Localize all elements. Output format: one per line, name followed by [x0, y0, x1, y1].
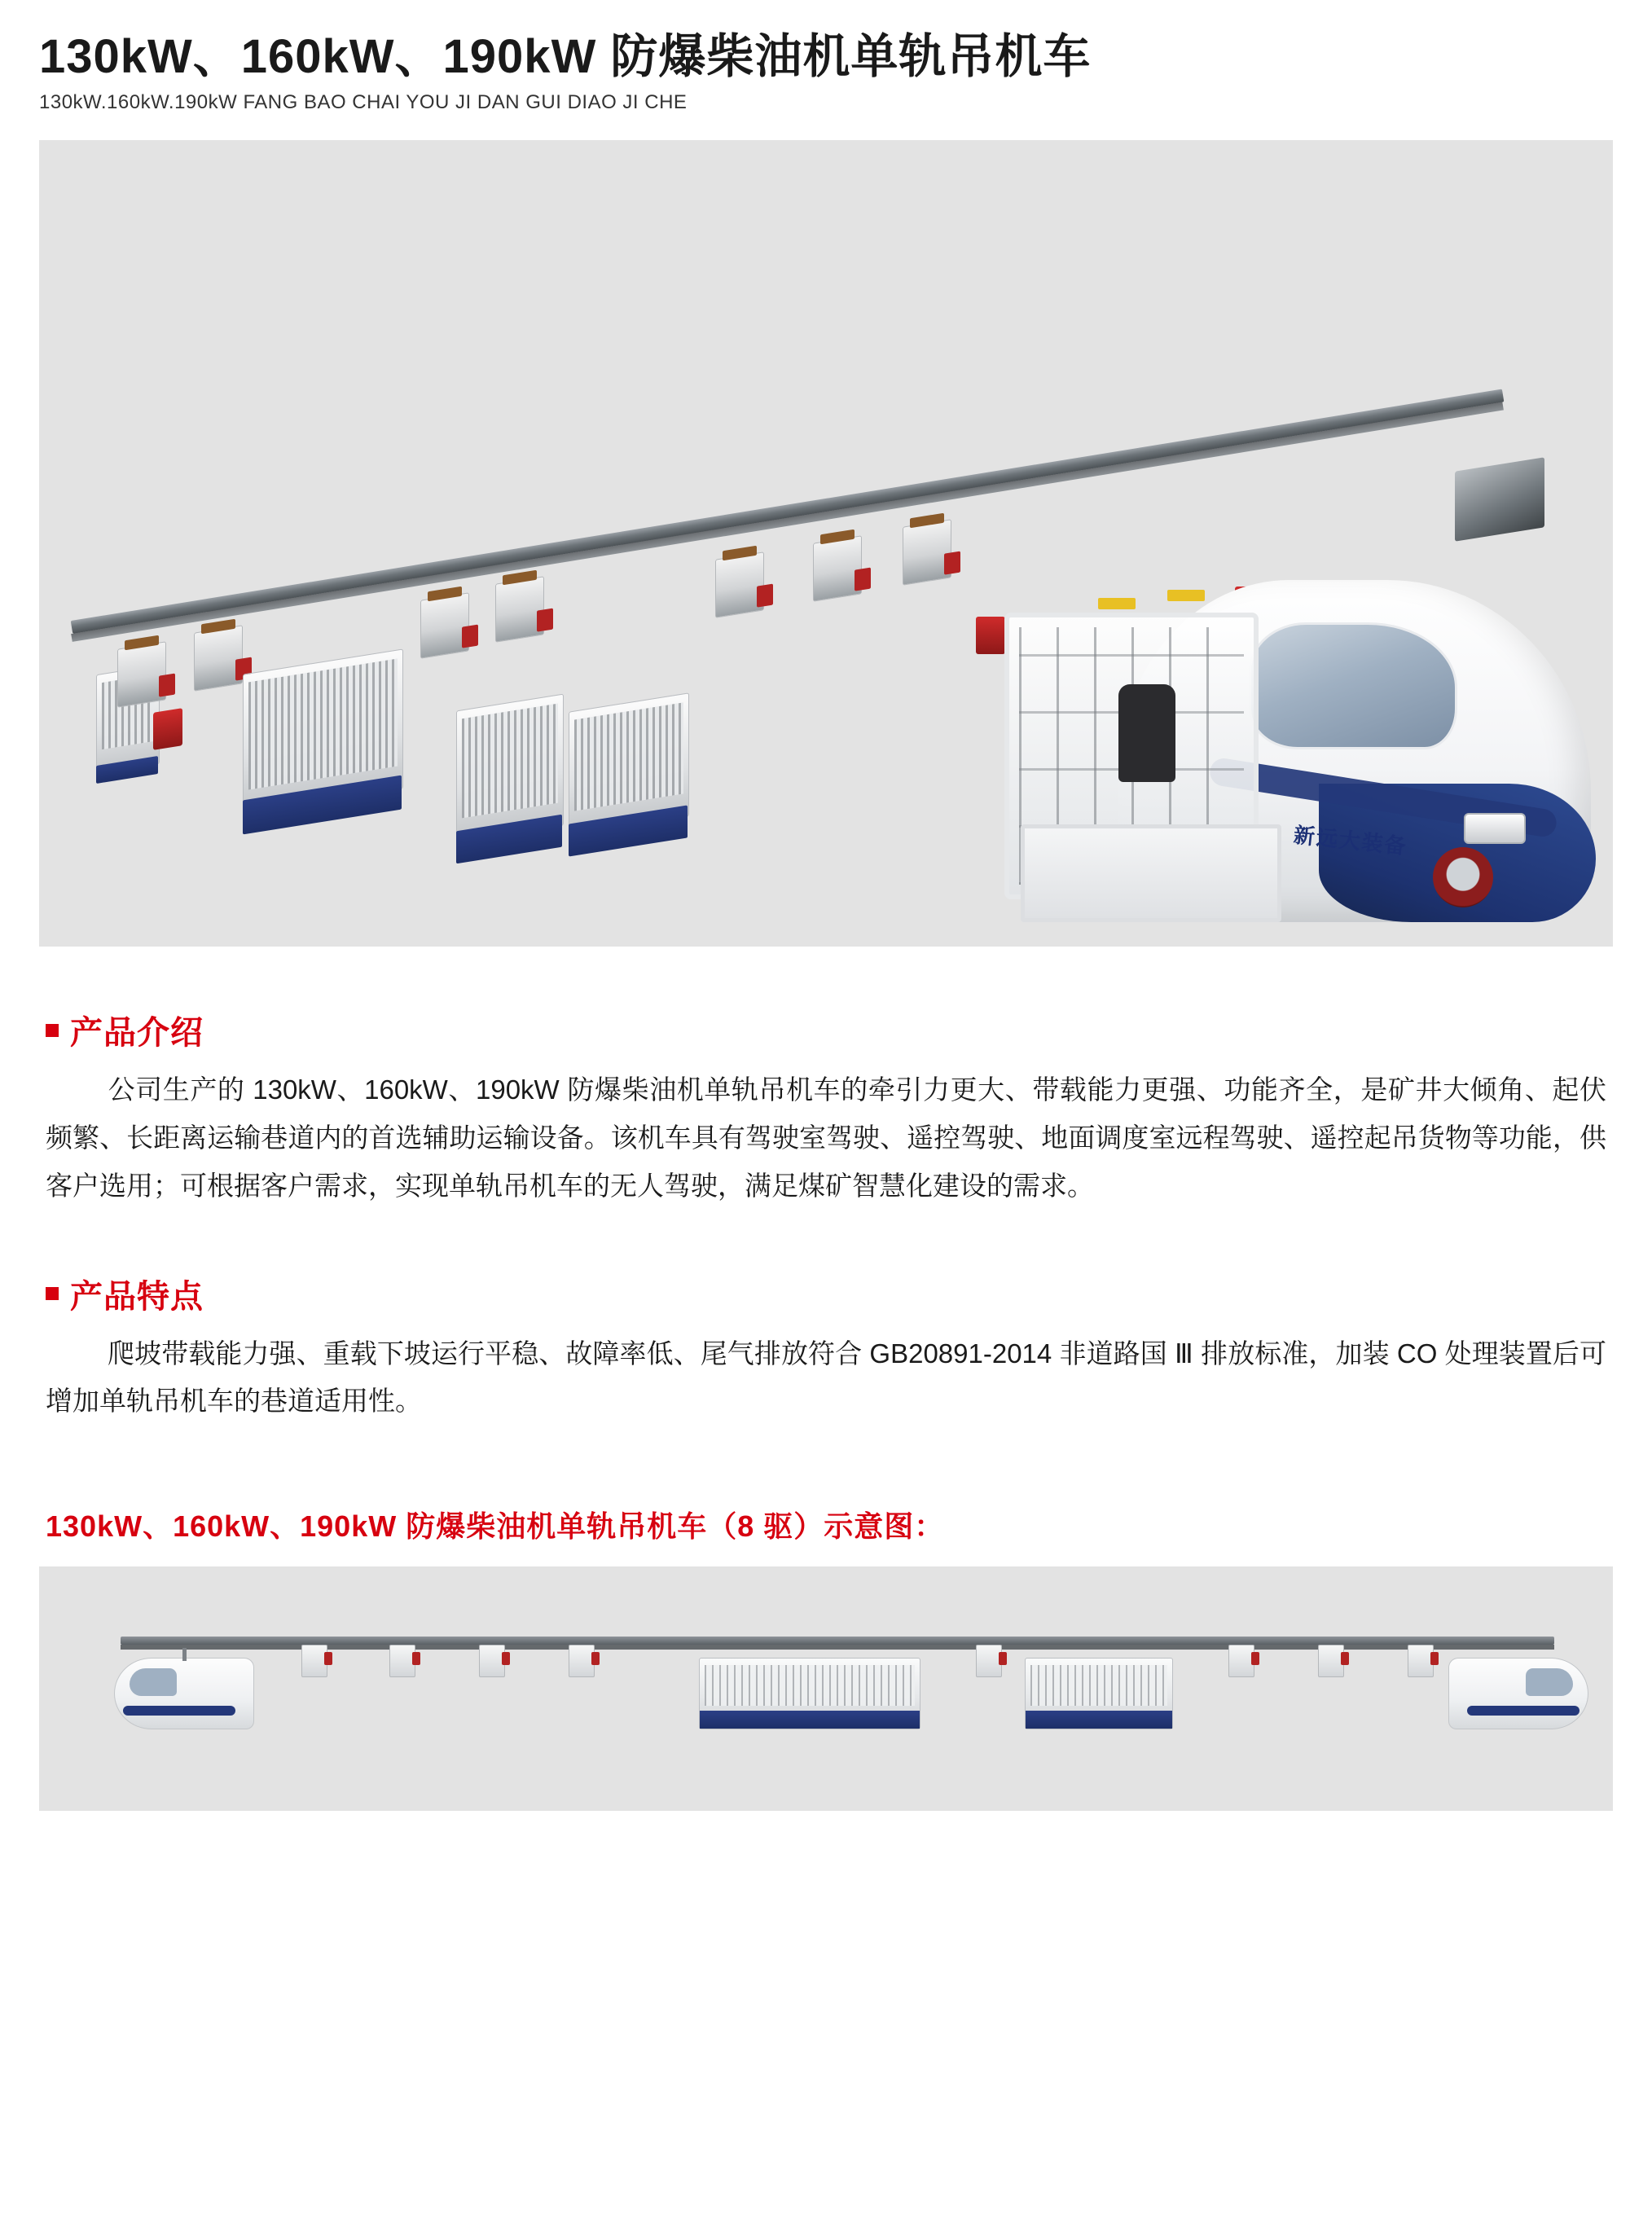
diagram-module-grid: [1030, 1665, 1167, 1706]
diagram-trolley-red: [1341, 1652, 1349, 1665]
trolley-6: [813, 536, 862, 603]
trolley-red-part: [757, 584, 773, 608]
cab-wheel-well: [1433, 847, 1493, 907]
trolley-red-part: [855, 568, 871, 591]
section-paragraph-text: 爬坡带载能力强、重载下坡运行平稳、故障率低、尾气排放符合 GB20891-2014 非道路国 Ⅲ 排放标准，加装 CO 处理装置后可增加单轨吊机车的巷道适用性。: [46, 1338, 1606, 1417]
diagram-trolley-7: [1318, 1645, 1344, 1677]
diagram-module-2: [1025, 1658, 1173, 1729]
trolley-1: [117, 642, 166, 709]
module-grill: [462, 704, 558, 819]
cab-underframe: [1021, 824, 1281, 922]
driver-seat: [1118, 684, 1175, 782]
module-grill: [574, 703, 683, 811]
diagram-trolley-red: [591, 1652, 600, 1665]
diagram-trolley-5: [976, 1645, 1002, 1677]
driver-cab: [1004, 580, 1591, 930]
square-bullet-icon: [46, 1024, 59, 1037]
trolley-cap: [428, 587, 462, 602]
square-bullet-icon: [46, 1287, 59, 1300]
diagram-trolley-red: [1430, 1652, 1439, 1665]
section-heading: [39, 1007, 1613, 1053]
diagram-module-base: [1026, 1711, 1172, 1729]
diagram-trolley-red: [412, 1652, 420, 1665]
title-block: [39, 0, 1613, 114]
trolley-cap: [820, 529, 855, 545]
module-grill: [248, 659, 398, 790]
page-title: 130kW、160kW、190kW 防爆柴油机单轨吊机车: [39, 30, 1092, 83]
section-paragraph: [39, 1066, 1613, 1210]
section-product-intro: [39, 1007, 1613, 1210]
cab-brand-text: 新远大装备: [1292, 823, 1409, 859]
diagram-image: [39, 1566, 1613, 1811]
diagram-cab-window: [130, 1668, 177, 1696]
trolley-cap: [723, 546, 757, 561]
diagram-trolley-3: [479, 1645, 505, 1677]
diagram-trolley-1: [301, 1645, 327, 1677]
hero-illustration: [39, 140, 1613, 947]
diagram-cab-left: [114, 1658, 254, 1729]
hero-product-image: [39, 140, 1613, 947]
diagram-trolley-2: [389, 1645, 415, 1677]
diagram-cab-window: [1526, 1668, 1573, 1696]
trolley-red-part: [944, 551, 960, 575]
trolley-red-part: [159, 674, 175, 697]
cab-headlight: [1464, 813, 1526, 844]
trolley-3: [420, 593, 469, 660]
page-subtitle-pinyin: 130kW.160kW.190kW FANG BAO CHAI YOU JI DAN GUI DIAO JI CHE: [39, 91, 688, 114]
trolley-4: [495, 577, 544, 644]
diagram-module-grid: [705, 1665, 915, 1706]
diagram-trolley-6: [1228, 1645, 1254, 1677]
trolley-red-part: [462, 625, 478, 648]
trolley-cap: [503, 570, 537, 586]
diagram-cab-stripe: [123, 1706, 235, 1716]
coupler-red-1: [153, 709, 182, 751]
section-heading: [39, 1271, 1613, 1317]
trolley-red-part: [537, 609, 553, 632]
trolley-5: [715, 552, 764, 619]
diagram-trolley-4: [569, 1645, 595, 1677]
section-title: 产品特点: [70, 1278, 204, 1315]
diagram-trolley-8: [1408, 1645, 1434, 1677]
diagram-monorail-beam: [121, 1637, 1554, 1645]
trolley-cap: [125, 635, 159, 651]
diagram-module-base: [700, 1711, 920, 1729]
diagram-trolley-red: [502, 1652, 510, 1665]
diagram-module-1: [699, 1658, 920, 1729]
section-paragraph-text: 公司生产的 130kW、160kW、190kW 防爆柴油机单轨吊机车的牵引力更大、带载能力更强、功能齐全，是矿井大倾角、起伏频繁、长距离运输巷道内的首选辅助运输设备。该机车具有驾驶室驾驶、遥控驾驶、地面调度室远程驾驶、遥控起吊货物等功能，供客户选用；可根据客户需求，实现单轨吊机车的无人驾驶，满足煤矿智慧化建设的需求。: [46, 1074, 1606, 1201]
diagram-trolley-red: [324, 1652, 332, 1665]
section-paragraph: [39, 1330, 1613, 1426]
monorail-beam-end: [1455, 458, 1544, 542]
section-product-features: [39, 1271, 1613, 1426]
diagram-trolley-red: [1251, 1652, 1259, 1665]
trolley-cap: [201, 619, 235, 635]
diagram-cab-stripe: [1467, 1706, 1580, 1716]
diagram-trolley-red: [999, 1652, 1007, 1665]
diagram-cab-right: [1448, 1658, 1588, 1729]
cab-windshield: [1249, 622, 1457, 749]
coupler-red-2: [976, 617, 1005, 654]
diagram-caption: 130kW、160kW、190kW 防爆柴油机单轨吊机车（8 驱）示意图：: [46, 1509, 945, 1544]
trolley-2: [194, 626, 243, 692]
trolley-7: [903, 520, 951, 587]
section-title: 产品介绍: [70, 1015, 204, 1052]
trolley-cap: [910, 513, 944, 529]
diagram-hanger: [182, 1648, 187, 1661]
